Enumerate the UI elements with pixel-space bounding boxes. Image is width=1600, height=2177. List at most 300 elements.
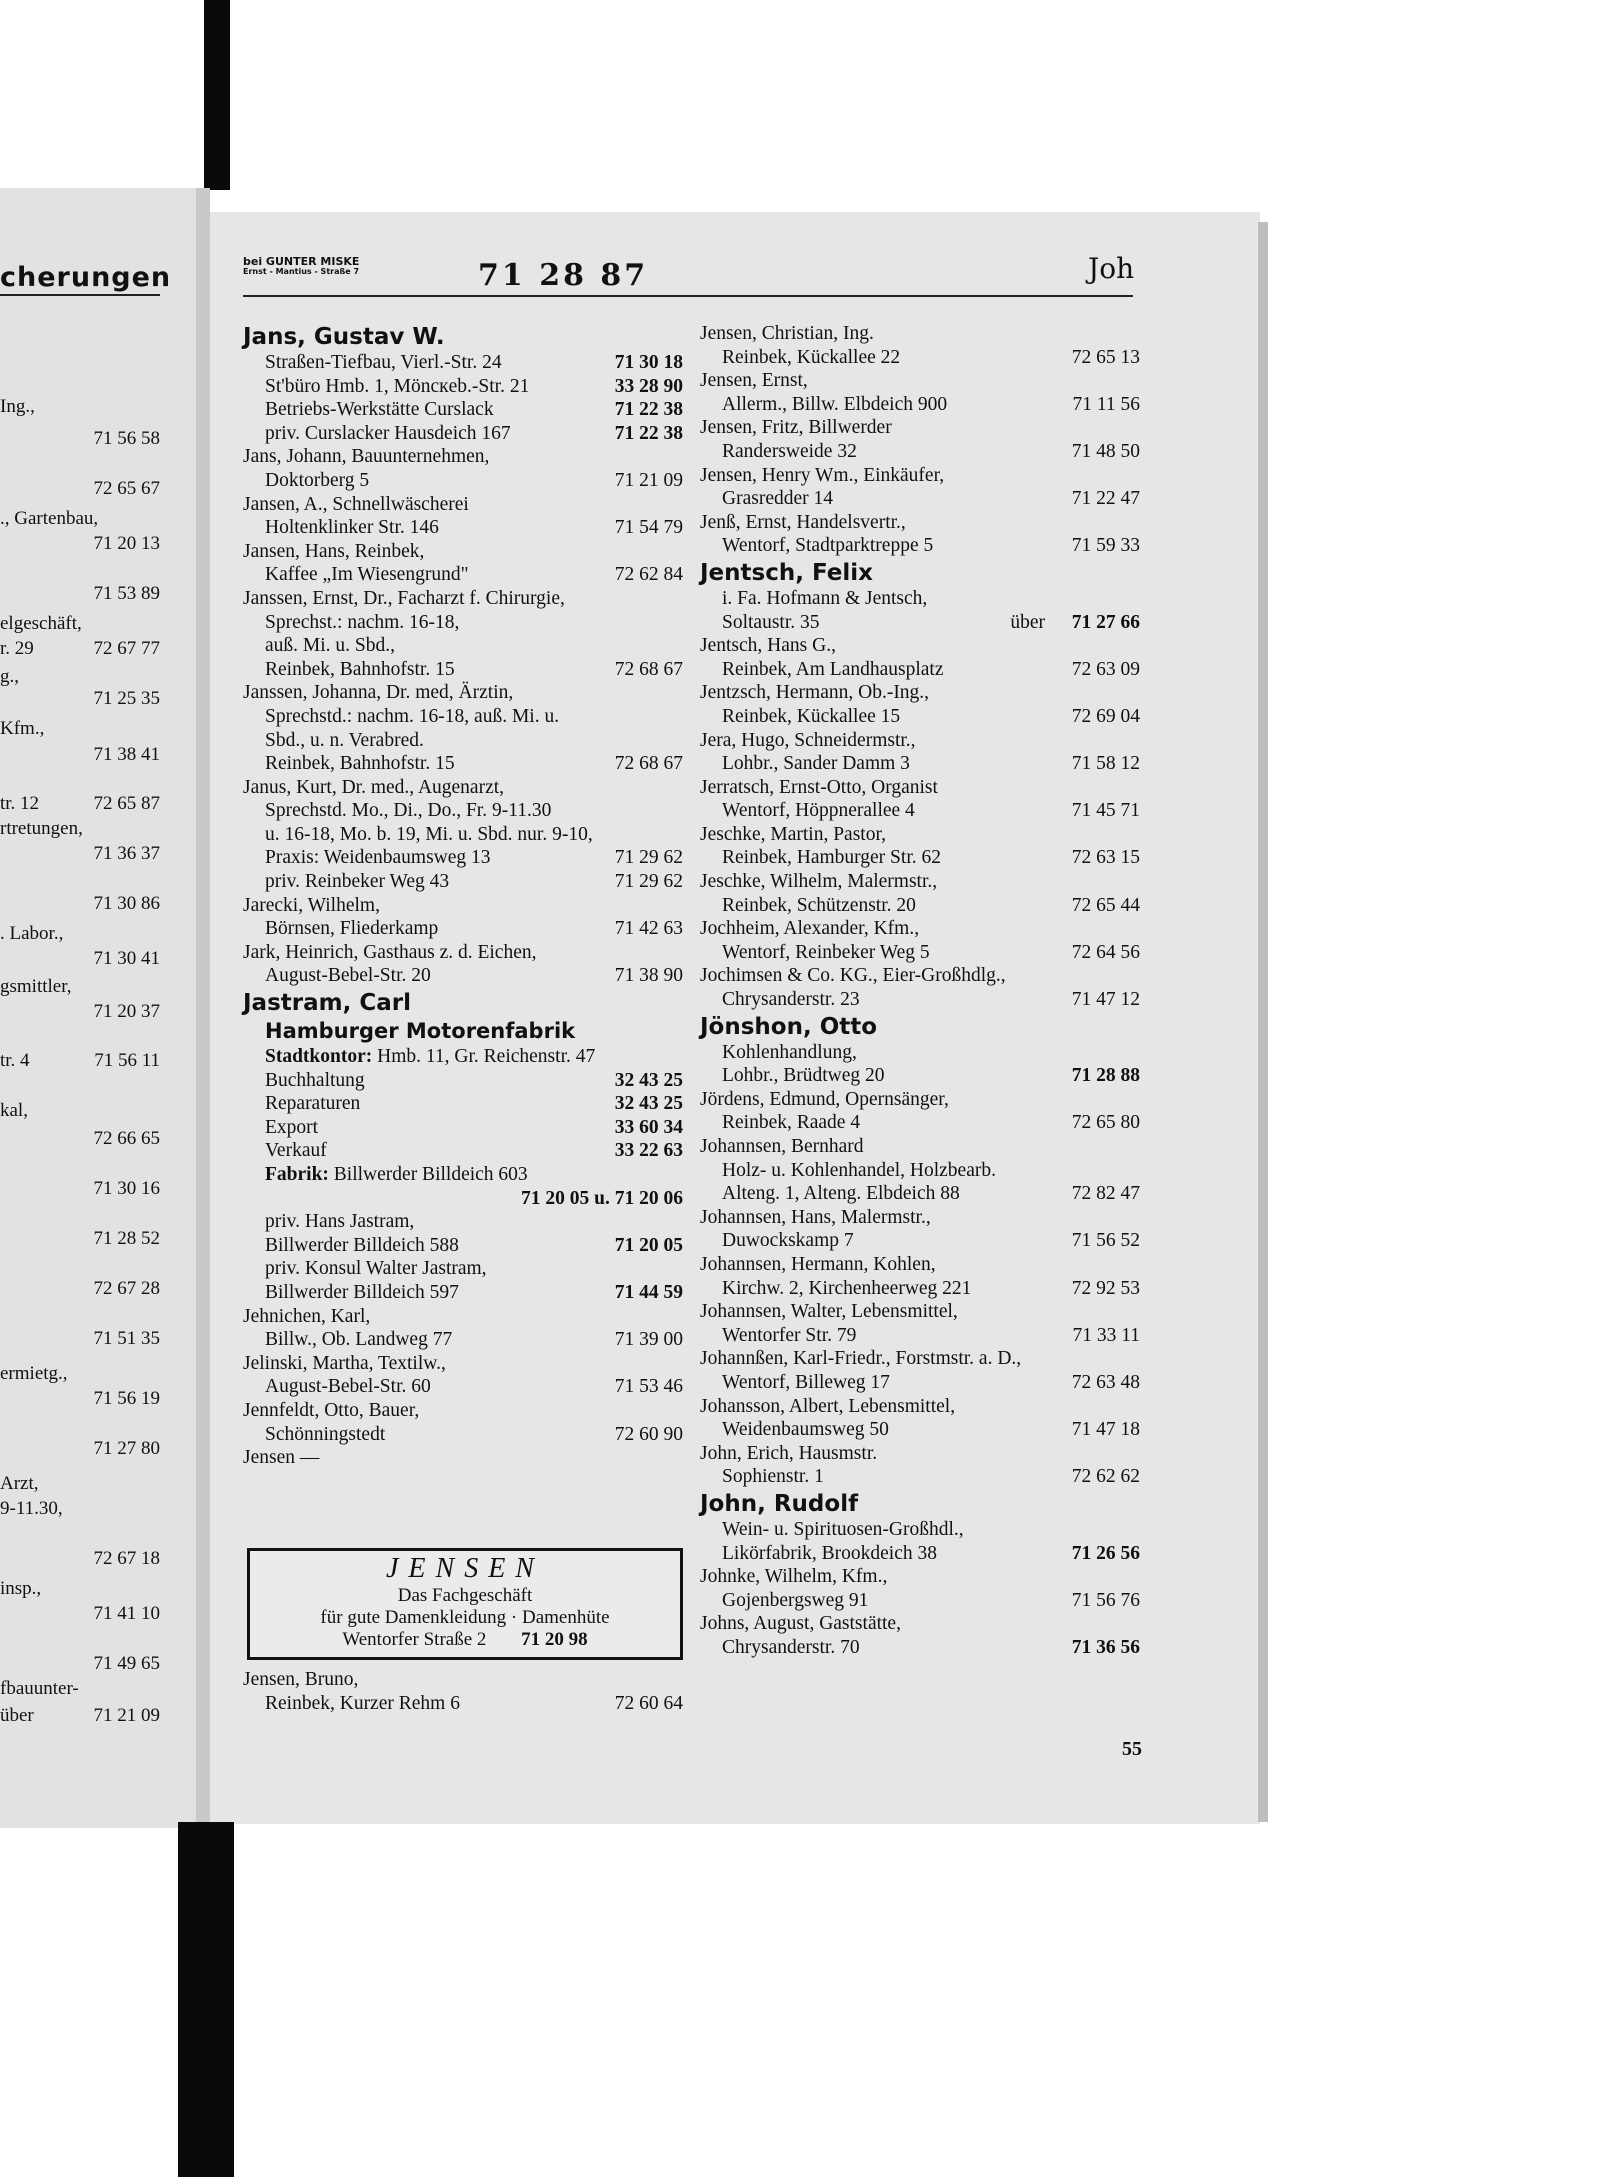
entry-text: Johansson, Albert, Lebensmittel, <box>700 1395 956 1417</box>
directory-entry-line <box>700 964 1140 988</box>
entry-text: Jensen, Henry Wm., Einkäufer, <box>700 464 945 486</box>
directory-entry-line <box>700 1518 1140 1542</box>
entry-text: Wentorf, Höppnerallee 4 <box>722 800 915 822</box>
entry-phone-number: 72 65 13 <box>1071 346 1140 368</box>
directory-entry-line <box>700 941 1140 965</box>
directory-entry-line <box>243 823 683 847</box>
directory-entry-line <box>243 729 683 753</box>
entry-phone-number: 71 11 56 <box>1072 393 1140 415</box>
entry-text: Jensen, Fritz, Billwerder <box>700 417 892 439</box>
directory-entry-line <box>700 658 1140 682</box>
directory-entry-line <box>700 611 1140 635</box>
entry-phone-number: 72 64 56 <box>1071 941 1140 963</box>
entry-text: Billwerder Billdeich 588 <box>265 1234 459 1256</box>
left-page-entry <box>0 793 160 815</box>
entry-text: Reinbek, Schützenstr. 20 <box>722 894 916 916</box>
directory-column-left-after <box>243 1668 683 1715</box>
left-page-entry-text: Ing., <box>0 396 35 417</box>
directory-entry-line <box>243 1399 683 1423</box>
left-page-entry-number: 71 56 11 <box>94 1050 160 1071</box>
entry-phone-number: 71 42 63 <box>614 918 683 940</box>
left-page-entry-number: 72 65 87 <box>93 793 160 814</box>
directory-entry-line <box>700 870 1140 894</box>
left-page-entry-number: 71 53 89 <box>93 583 160 604</box>
entry-text: Reinbek, Kückallee 22 <box>722 346 901 368</box>
entry-phone-number: 72 60 64 <box>614 1692 683 1714</box>
entry-phone-number: 71 22 38 <box>614 422 683 444</box>
left-page-entry-number: 72 67 77 <box>93 638 160 659</box>
header-advert <box>243 256 359 276</box>
ad-title: JENSEN <box>386 1553 544 1584</box>
entry-text: August-Bebel-Str. 60 <box>265 1376 431 1398</box>
directory-entry-line <box>700 752 1140 776</box>
directory-entry-line <box>243 1116 683 1140</box>
entry-text: Jeschke, Wilhelm, Malermstr., <box>700 871 938 893</box>
entry-text: Fabrik: Billwerder Billdeich 603 <box>265 1164 528 1185</box>
entry-text: Sophienstr. 1 <box>722 1466 824 1488</box>
directory-entry-line <box>700 416 1140 440</box>
entry-text: Reinbek, Hamburger Str. 62 <box>722 847 941 869</box>
left-page-entry-text: 9-11.30, <box>0 1498 63 1519</box>
directory-entry-line <box>700 1324 1140 1348</box>
entry-text: Jentsch, Hans G., <box>700 635 836 657</box>
directory-entry-line <box>243 1163 683 1187</box>
directory-entry-line <box>700 1589 1140 1613</box>
left-page-entry-text: r. 29 <box>0 638 34 659</box>
entry-phone-number: 71 22 47 <box>1071 488 1140 510</box>
directory-entry-line <box>700 1182 1140 1206</box>
directory-entry-line <box>700 1088 1140 1112</box>
entry-text: Jansen, A., Schnellwäscherei <box>243 493 469 515</box>
left-page-entry-number: 71 27 80 <box>93 1438 160 1459</box>
entry-text: Reinbek, Am Landhausplatz <box>722 658 944 680</box>
entry-phone-number: 32 43 25 <box>614 1069 683 1091</box>
header-advert-line2: Ernst - Mantius - Straße 7 <box>243 267 360 276</box>
left-page-entry-number: 71 38 41 <box>93 744 160 765</box>
left-page-entry-number: 71 25 35 <box>93 688 160 709</box>
entry-text: Wentorf, Stadtparktreppe 5 <box>722 535 934 557</box>
left-page-entry <box>0 1100 160 1122</box>
entry-phone-number: 71 29 62 <box>614 847 683 869</box>
directory-entry-line <box>700 440 1140 464</box>
left-page-entry <box>0 508 160 530</box>
page-edge <box>1258 222 1268 1822</box>
entry-phone-number: 71 29 62 <box>614 871 683 893</box>
directory-entry-line <box>700 1612 1140 1636</box>
entry-text: Praxis: Weidenbaumsweg 13 <box>265 847 491 869</box>
entry-text: Allerm., Billw. Elbdeich 900 <box>722 393 948 415</box>
directory-entry-line <box>243 1210 683 1234</box>
entry-text: Johnke, Wilhelm, Kfm., <box>700 1566 888 1588</box>
directory-entry-line <box>243 375 683 399</box>
entry-phone-number: 71 33 11 <box>1072 1324 1140 1346</box>
directory-entry-line <box>243 870 683 894</box>
entry-text: Jentzsch, Hermann, Ob.-Ing., <box>700 682 930 704</box>
entry-text: priv. Hans Jastram, <box>265 1211 415 1233</box>
directory-entry-line <box>243 1446 683 1470</box>
entry-text: Jensen, Bruno, <box>243 1669 359 1690</box>
entry-text: Reinbek, Bahnhofstr. 15 <box>265 753 455 775</box>
ad-line1: Das Fachgeschäft <box>397 1585 533 1606</box>
left-page-entry <box>0 396 160 418</box>
entry-text: Holtenklinker Str. 146 <box>265 517 439 539</box>
entry-text: Jehnichen, Karl, <box>243 1305 371 1327</box>
directory-entry-line <box>243 658 683 682</box>
left-page-entry-text: Kfm., <box>0 718 45 739</box>
entry-text: Jeschke, Martin, Pastor, <box>700 823 887 845</box>
entry-text: Reinbek, Kurzer Rehm 6 <box>265 1692 460 1714</box>
entry-text: Johns, August, Gaststätte, <box>700 1613 901 1635</box>
entry-text: Betriebs-Werkstätte Curslack <box>265 399 494 421</box>
directory-entry-line <box>243 894 683 918</box>
left-page-entry <box>0 1050 160 1072</box>
entry-text: Billwerder Billdeich 597 <box>265 1281 459 1303</box>
entry-text: Jenß, Ernst, Handelsvertr., <box>700 511 906 533</box>
left-page-entry-number: 71 41 10 <box>93 1603 160 1624</box>
directory-entry-line <box>700 1111 1140 1135</box>
binding-bar-top <box>204 0 230 190</box>
directory-entry-line <box>700 776 1140 800</box>
entry-phone-number: 72 63 09 <box>1071 658 1140 680</box>
directory-entry-line <box>700 1565 1140 1589</box>
left-page-entry-number: 71 56 58 <box>93 428 160 449</box>
directory-entry-line <box>243 964 683 988</box>
directory-heading <box>243 988 683 1017</box>
entry-text: Johannsen, Hermann, Kohlen, <box>700 1253 936 1275</box>
left-page-entry-number: 71 49 65 <box>93 1653 160 1674</box>
entry-text: Jansen, Hans, Reinbek, <box>243 540 425 562</box>
directory-entry-line <box>700 634 1140 658</box>
left-page-entry-number: 71 28 52 <box>93 1228 160 1249</box>
entry-text: Schönningstedt <box>265 1423 386 1445</box>
entry-text: Reinbek, Kückallee 15 <box>722 705 901 727</box>
directory-entry-line <box>243 917 683 941</box>
entry-phone-number: 71 44 59 <box>614 1281 683 1303</box>
directory-entry-line <box>243 1092 683 1116</box>
entry-phone-number: 72 60 90 <box>614 1423 683 1445</box>
directory-entry-line <box>700 1159 1140 1183</box>
entry-text: Verkauf <box>265 1140 327 1162</box>
directory-entry-line <box>700 487 1140 511</box>
entry-text: Lohbr., Brüdtweg 20 <box>722 1065 885 1087</box>
directory-entry-line <box>243 1328 683 1352</box>
directory-entry-line <box>700 1300 1140 1324</box>
directory-entry-line <box>243 705 683 729</box>
entry-text: Jördens, Edmund, Opernsänger, <box>700 1088 949 1110</box>
directory-entry-line <box>243 398 683 422</box>
entry-text: Jensen, Christian, Ing. <box>700 323 874 344</box>
directory-entry-line <box>243 1187 683 1211</box>
directory-entry-line <box>700 1442 1140 1466</box>
directory-entry-line <box>243 1692 683 1716</box>
left-page-entry-text: Arzt, <box>0 1473 39 1494</box>
left-page-entry-text: tr. 12 <box>0 793 40 814</box>
ad-address: Wentorfer Straße 2 <box>342 1629 487 1650</box>
entry-phone-number: 71 48 50 <box>1071 440 1140 462</box>
entry-text: Jelinski, Martha, Textilw., <box>243 1352 446 1374</box>
entry-text: Hamburger Motorenfabrik <box>265 1019 576 1044</box>
entry-phone-number: 71 56 76 <box>1071 1589 1140 1611</box>
entry-phone-number: 71 59 33 <box>1071 535 1140 557</box>
entry-text: Janssen, Johanna, Dr. med, Ärztin, <box>243 682 514 704</box>
left-page-entry-number: 72 67 18 <box>93 1548 160 1569</box>
directory-entry-line <box>700 322 1140 346</box>
directory-entry-line <box>700 511 1140 535</box>
entry-text: Soltaustr. 35 <box>722 611 820 633</box>
entry-text: Janus, Kurt, Dr. med., Augenarzt, <box>243 776 505 798</box>
entry-phone-number: 71 22 38 <box>614 399 683 421</box>
directory-entry-line <box>243 941 683 965</box>
entry-text: Kohlenhandlung, <box>722 1041 857 1063</box>
entry-text: Duwockskamp 7 <box>722 1230 854 1252</box>
page-number: 55 <box>1122 1738 1142 1760</box>
entry-text: Kirchw. 2, Kirchenheerweg 221 <box>722 1277 972 1299</box>
entry-text: Jera, Hugo, Schneidermstr., <box>700 729 916 751</box>
header-phone: 71 28 87 <box>478 258 649 293</box>
entry-phone-number: 71 27 66 <box>1071 611 1140 633</box>
entry-phone-number: 33 28 90 <box>614 375 683 397</box>
entry-text: Jochimsen & Co. KG., Eier-Großhdlg., <box>700 965 1006 987</box>
entry-phone-number: 72 68 67 <box>614 658 683 680</box>
entry-text: Straßen-Tiefbau, Vierl.-Str. 24 <box>265 352 502 373</box>
entry-phone-number: 71 56 52 <box>1071 1230 1140 1252</box>
directory-entry-line <box>700 587 1140 611</box>
entry-phone-number: 71 28 88 <box>1071 1065 1140 1087</box>
ad-line2: für gute Damenkleidung · Damenhüte <box>320 1607 610 1628</box>
directory-heading <box>243 1017 683 1045</box>
left-page-heading: cherungen <box>0 262 172 293</box>
entry-text: Jennfeldt, Otto, Bauer, <box>243 1399 420 1421</box>
entry-text: Wentorf, Billeweg 17 <box>722 1371 890 1393</box>
left-page-entry <box>0 1705 160 1727</box>
book-spine <box>196 188 210 1828</box>
directory-entry-line <box>700 823 1140 847</box>
directory-entry-line <box>243 587 683 611</box>
left-page-entry <box>0 818 160 840</box>
left-page-entry-text: . Labor., <box>0 923 64 944</box>
entry-text: Doktorberg 5 <box>265 469 370 491</box>
entry-text: Stadtkontor: Hmb. 11, Gr. Reichenstr. 47 <box>265 1046 596 1068</box>
directory-entry-line <box>700 1542 1140 1566</box>
left-page-entry-text: gsmittler, <box>0 976 72 997</box>
left-page-entry <box>0 666 160 688</box>
left-page-entry-text: kal, <box>0 1100 28 1121</box>
left-page-entry-text: elgeschäft, <box>0 613 82 634</box>
left-page-entry-text: über <box>0 1705 34 1726</box>
directory-entry-line <box>700 346 1140 370</box>
entry-text: Reparaturen <box>265 1093 361 1115</box>
entry-text: Sprechstd. Mo., Di., Do., Fr. 9-11.30 <box>265 800 552 822</box>
left-page-entry-number: 72 65 67 <box>93 478 160 499</box>
entry-text: priv. Konsul Walter Jastram, <box>265 1258 487 1280</box>
entry-via: über <box>1010 611 1045 633</box>
entry-text: Jans, Johann, Bauunternehmen, <box>243 446 490 468</box>
entry-phone-number: 72 65 80 <box>1071 1112 1140 1134</box>
directory-entry-line <box>700 1253 1140 1277</box>
entry-text: Jensen — <box>243 1447 320 1469</box>
directory-column-right <box>700 322 1140 1659</box>
entry-phone-number: 71 20 05 <box>614 1234 683 1256</box>
directory-entry-line <box>700 1418 1140 1442</box>
left-page-entry-text: tr. 4 <box>0 1050 30 1071</box>
entry-text: Randersweide 32 <box>722 440 857 462</box>
directory-heading <box>243 322 683 351</box>
entry-phone-number: 71 39 00 <box>614 1329 683 1351</box>
entry-text: priv. Reinbeker Weg 43 <box>265 871 450 893</box>
directory-entry-line <box>700 1041 1140 1065</box>
directory-entry-line <box>243 351 683 375</box>
directory-entry-line <box>243 1257 683 1281</box>
left-page-entry <box>0 1578 160 1600</box>
left-page-rule <box>0 294 160 296</box>
left-page-entry-text: g., <box>0 666 19 687</box>
entry-text: Jensen, Ernst, <box>700 370 808 392</box>
left-page-entry-text: insp., <box>0 1578 42 1599</box>
entry-phone-number: 71 21 09 <box>614 469 683 491</box>
entry-text: Reinbek, Raade 4 <box>722 1112 861 1134</box>
directory-entry-line <box>243 846 683 870</box>
entry-phone-number: 71 58 12 <box>1071 753 1140 775</box>
entry-text: Weidenbaumsweg 50 <box>722 1419 889 1441</box>
directory-entry-line <box>243 1281 683 1305</box>
entry-text: u. 16-18, Mo. b. 19, Mi. u. Sbd. nur. 9-10, <box>265 823 593 845</box>
directory-entry-line <box>700 1371 1140 1395</box>
directory-entry-line <box>243 469 683 493</box>
directory-entry-line <box>243 681 683 705</box>
left-page-entry <box>0 976 160 998</box>
entry-text: Börnsen, Fliederkamp <box>265 918 439 940</box>
entry-text: Kaffee „Im Wiesengrund" <box>265 564 469 586</box>
entry-phone-number: 72 62 84 <box>614 564 683 586</box>
left-page-entry <box>0 638 160 660</box>
left-page-entry-number: 72 66 65 <box>93 1128 160 1149</box>
left-page <box>0 188 196 1828</box>
left-page-entry <box>0 1498 160 1520</box>
entry-text: Billw., Ob. Landweg 77 <box>265 1329 453 1351</box>
directory-entry-line <box>243 563 683 587</box>
entry-phone-number: 71 45 71 <box>1071 800 1140 822</box>
header-advert-line1: bei GUNTER MISKE <box>243 255 360 268</box>
directory-entry-line <box>700 1135 1140 1159</box>
entry-phone-number: 71 53 46 <box>614 1376 683 1398</box>
directory-entry-line <box>243 516 683 540</box>
entry-text: Chrysanderstr. 23 <box>722 989 860 1011</box>
entry-phone-number: 71 36 56 <box>1071 1636 1140 1658</box>
entry-text: Wein- u. Spirituosen-Großhdl., <box>722 1518 964 1540</box>
entry-text: Jerratsch, Ernst-Otto, Organist <box>700 776 938 798</box>
left-page-entry-text: fbauunter- <box>0 1678 79 1699</box>
entry-text: Jentsch, Felix <box>700 559 873 586</box>
directory-entry-line <box>700 729 1140 753</box>
directory-entry-line <box>243 540 683 564</box>
directory-entry-line <box>243 422 683 446</box>
directory-entry-line <box>700 1465 1140 1489</box>
directory-entry-line <box>700 1636 1140 1660</box>
entry-text: Buchhaltung <box>265 1069 365 1091</box>
entry-text: Sprechst.: nachm. 16-18, <box>265 611 460 633</box>
directory-entry-line <box>243 445 683 469</box>
entry-text: Export <box>265 1116 319 1138</box>
left-page-entry-number: 71 30 86 <box>93 893 160 914</box>
left-page-entry <box>0 1363 160 1385</box>
directory-entry-line <box>700 917 1140 941</box>
directory-entry-line <box>700 1229 1140 1253</box>
entry-phone-number: 32 43 25 <box>614 1093 683 1115</box>
entry-text: Johannßen, Karl-Friedr., Forstmstr. a. D., <box>700 1348 1022 1370</box>
entry-phone-number: 72 63 48 <box>1071 1371 1140 1393</box>
entry-text: Wentorf, Reinbeker Weg 5 <box>722 941 930 963</box>
entry-text: Lohbr., Sander Damm 3 <box>722 753 910 775</box>
entry-text: Grasredder 14 <box>722 488 833 510</box>
directory-entry-line <box>243 1069 683 1093</box>
directory-entry-line <box>700 393 1140 417</box>
entry-phone-number: 72 92 53 <box>1071 1277 1140 1299</box>
left-page-entry-number: 71 20 13 <box>93 533 160 554</box>
directory-entry-line <box>243 1423 683 1447</box>
directory-entry-line <box>700 1206 1140 1230</box>
entry-text: August-Bebel-Str. 20 <box>265 965 431 987</box>
directory-entry-line <box>700 894 1140 918</box>
directory-entry-line <box>243 1668 683 1692</box>
jensen-advert <box>247 1548 683 1660</box>
entry-text: Holz- u. Kohlenhandel, Holzbearb. <box>722 1159 996 1181</box>
left-page-entry <box>0 613 160 635</box>
directory-entry-line <box>243 1375 683 1399</box>
directory-entry-line <box>243 634 683 658</box>
entry-phone-number: 71 47 12 <box>1071 989 1140 1011</box>
left-page-entry-number: 71 21 09 <box>93 1705 160 1726</box>
directory-entry-line <box>700 1064 1140 1088</box>
entry-phone-number: 71 38 90 <box>614 965 683 987</box>
directory-entry-line <box>243 1139 683 1163</box>
directory-entry-line <box>700 369 1140 393</box>
entry-text: Sbd., u. n. Verabred. <box>265 729 424 751</box>
directory-heading <box>700 558 1140 587</box>
entry-text: Jochheim, Alexander, Kfm., <box>700 918 920 940</box>
left-page-entry-number: 71 36 37 <box>93 843 160 864</box>
entry-text: Likörfabrik, Brookdeich 38 <box>722 1542 937 1564</box>
entry-text: Wentorfer Str. 79 <box>722 1324 857 1346</box>
left-page-entry-text: ermietg., <box>0 1363 68 1384</box>
directory-entry-line <box>700 799 1140 823</box>
left-page-entry <box>0 1678 160 1700</box>
entry-text: Jans, Gustav W. <box>243 324 445 350</box>
directory-entry-line <box>243 1352 683 1376</box>
left-page-entry-text: rtretungen, <box>0 818 83 839</box>
entry-phone-number: 72 65 44 <box>1071 894 1140 916</box>
left-page-entry <box>0 923 160 945</box>
entry-text: Alteng. 1, Alteng. Elbdeich 88 <box>722 1183 960 1205</box>
directory-entry-line <box>243 611 683 635</box>
directory-entry-line <box>700 1277 1140 1301</box>
left-page-entry-number: 71 30 41 <box>93 948 160 969</box>
left-page-entry-number: 71 51 35 <box>93 1328 160 1349</box>
entry-text: priv. Curslacker Hausdeich 167 <box>265 422 511 444</box>
entry-text: Jarecki, Wilhelm, <box>243 894 380 916</box>
directory-column-left <box>243 322 683 1470</box>
directory-entry-line <box>700 1347 1140 1371</box>
left-page-entry-number: 71 30 16 <box>93 1178 160 1199</box>
entry-phone-number: 33 60 34 <box>614 1116 683 1138</box>
entry-phone-number: 71 20 05 u. 71 20 06 <box>521 1187 683 1209</box>
entry-phone-number: 71 30 18 <box>614 352 683 373</box>
binding-bar-bottom <box>178 1822 234 2177</box>
entry-text: Sprechstd.: nachm. 16-18, auß. Mi. u. <box>265 705 560 727</box>
directory-heading <box>700 1489 1140 1518</box>
entry-phone-number: 33 22 63 <box>614 1140 683 1162</box>
entry-phone-number: 71 47 18 <box>1071 1419 1140 1441</box>
entry-text: John, Rudolf <box>700 1490 859 1517</box>
